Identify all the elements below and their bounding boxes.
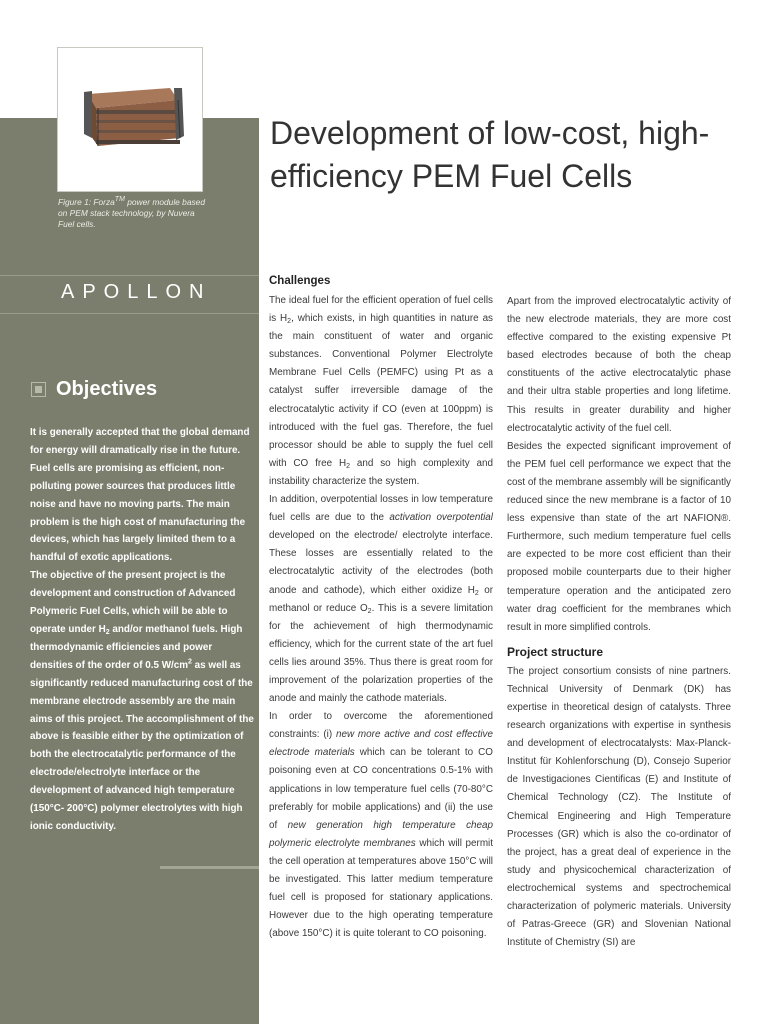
objectives-paragraph-2: The objective of the present project is the development and construction of Advanced Polymeric Fuel Cells, which will be able to operate under $H_2$ and/or methanol fuels. High thermodynamic efficiencies and power densities of the order of 0.5 $W/cm^2$ as well as significantly reduced manufacturing cost of the membrane electrode assembly are the main aims of this project. The accomplishment of the above is feasible either by the optimization of both the electrocatalytic performance of the electrode/electrolyte interface or the development of advanced high temperature (150°C- 200°C) polymer electrolytes with high ionic conductivity. <box>30 570 254 832</box>
column2-paragraph-1: Apart from the improved electrocatalytic activity of the new electrode materials, they are more cost effective compared to the existing expensive Pt based electrodes because of both the cheap constituents of the active electrocatalytic phase and their ultra stable properties and long lifetime. This results in greater durability and higher electrocatalytic activity of the fuel cell. <box>507 296 731 434</box>
objectives-paragraph-1: It is generally accepted that the global demand for energy will dramatically rise in the future. Fuel cells are promising as efficient, non-polluting power sources that produces little noise and have no moving parts. The main problem is the high cost of manufacturing the devices, which has largely limited them to a handful of exotic applications. <box>30 427 250 564</box>
challenges-paragraph-2: In addition, overpotential losses in low temperature fuel cells are due to the activation overpotential developed on the electrode/ electrolyte interface. These losses are essentially related to the electrocatalytic activity of the electrodes (both anode and cathode), which either oxidize $H_2$ or methanol or reduce $O_2$. This is a severe limitation for the achievement of high thermodynamic efficiency, which for the current state of the art fuel cells lies around 35%. Thus there is great room for improvement of the polarization properties of the anode and mainly the cathode materials. <box>269 494 493 705</box>
square-bullet-icon <box>31 382 46 397</box>
objectives-text <box>30 424 256 836</box>
challenges-paragraph-3: In order to overcome the aforementioned constraints: (i) new more active and cost effective electrode materials which can be tolerant to CO poisoning even at CO concentrations 0.5-1% with applications in low temperature fuel cells (70-80°C preferably for mobile applications) and (ii) the use of new generation high temperature cheap polymeric electrolyte membranes which will permit the cell operation at temperatures above 150°C will be investigated. This latter medium temperature fuel cell is proposed for stationary applications. However due to the high operating temperature (above 150°C) it is quite tolerant to CO poisoning. <box>269 711 493 940</box>
challenges-heading: Challenges <box>269 275 331 287</box>
project-name: APOLLON <box>61 281 212 303</box>
sidebar-divider-top <box>0 275 259 276</box>
column-1 <box>269 272 493 943</box>
project-structure-heading: Project structure <box>507 644 604 659</box>
column2-paragraph-2: Besides the expected significant improvement of the PEM fuel cell performance we expect that the cost of the membrane assembly will be significantly reduced since the new membrane is a factor of 10 less expensive than state of the art NAFION®. Furthermore, such medium temperature fuel cells are expected to be more cost efficient than their proposed mobile counterparts due to their higher temperature operation and the anticipated zero water drag coefficient for the membranes which result in more simplified controls. <box>507 440 731 633</box>
objectives-title: Objectives <box>56 378 158 400</box>
objectives-heading <box>31 378 157 401</box>
page-title: Development of low-cost, high-efficiency PEM Fuel Cells <box>270 115 710 194</box>
challenges-paragraph-1: The ideal fuel for the efficient operation of fuel cells is $H_2$, which exists, in high quantities in nature as the main constituent of water and organic substances. Conventional Polymer Electrolyte Membrane Fuel Cells (PEMFC) using Pt as a catalyst suffer irreversible damage of the electrocatalytic activity if CO (even at 100ppm) is introduced with the fuel gas. Therefore, the fuel processor should be able to supply the fuel cell with CO free $H_2$ and so high complexity and instability characterize the system. <box>269 295 493 487</box>
column-2 <box>507 293 731 952</box>
sidebar-divider-bottom <box>0 313 259 314</box>
figure-caption: Figure 1: Forza™ power module based on PEM stack technology, by Nuvera Fuel cells. <box>58 196 205 229</box>
fuel-cell-stack-image <box>58 48 202 191</box>
project-structure-paragraph: The project consortium consists of nine partners. Technical University of Denmark (DK) has expertise in theoretical design of catalysts. Three research organizations with expertise in synthesis and development of electrocatalysts: Max-Planck-Institut für Kohlenforschung (D), Consejo Superior de Investigaciones Cientificas (E) and Institute of Chemical Technology (CZ). The Institute of Chemical Engineering and High Temperature Processes (GR) which is also the co-ordinator of the project, has a great deal of experience in the study and physicochemical characterization of electrochemical systems and spectrochemical characterization of polymeric materials. University of Patras-Greece (GR) and Slovenian National Institute of Chemistry (SI) are <box>507 665 731 949</box>
figure-photo <box>57 47 203 192</box>
objectives-rule <box>160 866 259 869</box>
